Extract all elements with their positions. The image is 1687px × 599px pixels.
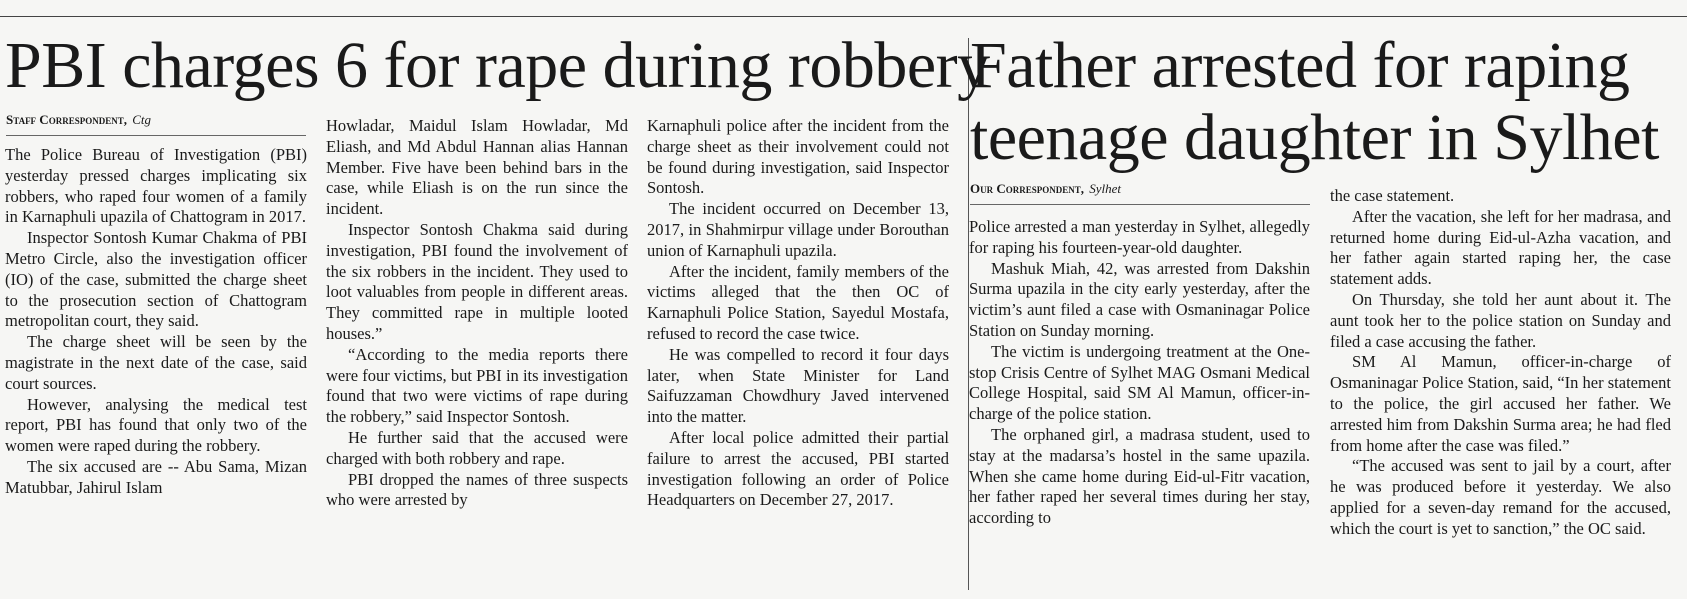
paragraph: The six accused are -- Abu Sama, Mizan Matubbar, Jahirul Islam: [5, 456, 307, 497]
paragraph: On Thursday, she told her aunt about it. The aunt took her to the police station on Sunday and filed a case accusing the father.: [1330, 289, 1671, 351]
paragraph: SM Al Mamun, officer-in-charge of Osmaninagar Police Station, said, “In her statement to the police, the girl accused her father. We arrested him from Dakshin Surma area; he had fled from home after the case was filed.”: [1330, 352, 1671, 455]
right-byline: [970, 181, 1121, 197]
left-byline-name: Staff Correspondent,: [6, 112, 127, 127]
paragraph: The Police Bureau of Investigation (PBI) yesterday pressed charges implicating six robbers, who raped four women of a family in Karnaphuli upazila of Chattogram in 2017.: [5, 145, 307, 227]
paragraph: After the incident, family members of the victims alleged that the then OC of Karnaphuli Police Station, Sayedul Mostafa, refused to record the case twice.: [647, 261, 949, 343]
paragraph: The orphaned girl, a madrasa student, used to stay at the madarsa’s hostel in the same upazila. When she came home during Eid-ul-Fitr vacation, her father raped her several times during her stay, according to: [969, 424, 1310, 528]
left-byline: [6, 112, 151, 128]
left-column-3: [647, 116, 949, 511]
right-headline: Father arrested for raping teenage daughter in Sylhet: [970, 29, 1659, 174]
paragraph: Howladar, Maidul Islam Howladar, Md Eliash, and Md Abdul Hannan alias Hannan Member. Five have been behind bars in the case, while Eliash is on the run since the incident.: [326, 116, 628, 219]
top-rule: [0, 16, 1687, 17]
paragraph: The incident occurred on December 13, 2017, in Shahmirpur village under Borouthan union of Karnaphuli upazila.: [647, 199, 949, 260]
left-column-2: [326, 116, 628, 511]
left-byline-rule: [6, 135, 306, 136]
paragraph: Inspector Sontosh Chakma said during investigation, PBI found the involvement of the six robbers in the incident. They used to loot valuables from people in different areas. They committed rape in multiple looted houses.”: [326, 219, 628, 343]
paragraph: After the vacation, she left for her madrasa, and returned home during Eid-ul-Azha vacation, and her father again started raping her, the case statement adds.: [1330, 206, 1671, 289]
left-column-1: [5, 145, 307, 499]
paragraph: “The accused was sent to jail by a court, after he was produced before it yesterday. We also applied for a seven-day remand for the accused, which the court is yet to sanction,” the OC said.: [1330, 456, 1671, 538]
paragraph: After local police admitted their partial failure to arrest the accused, PBI started investigation following an order of Police Headquarters on December 27, 2017.: [647, 427, 949, 510]
paragraph: He was compelled to record it four days later, when State Minister for Land Saifuzzaman Chowdhury Javed intervened into the matter.: [647, 344, 949, 427]
paragraph: Mashuk Miah, 42, was arrested from Dakshin Surma upazila in the city early yesterday, after the victim’s aunt filed a case with Osmaninagar Police Station on Sunday morning.: [969, 258, 1310, 340]
right-byline-name: Our Correspondent,: [970, 181, 1085, 196]
right-byline-place: Sylhet: [1089, 181, 1122, 196]
paragraph: The victim is undergoing treatment at the One-stop Crisis Centre of Sylhet MAG Osmani Medical College Hospital, said SM Al Mamun, officer-in-charge of the police station.: [969, 341, 1310, 424]
right-column-1: [969, 217, 1310, 529]
left-byline-place: Ctg: [132, 112, 152, 127]
paragraph: PBI dropped the names of three suspects who were arrested by: [326, 469, 628, 510]
paragraph: He further said that the accused were charged with both robbery and rape.: [326, 427, 628, 468]
paragraph: “According to the media reports there were four victims, but PBI in its investigation found that two were victims of rape during the robbery,” said Inspector Sontosh.: [326, 344, 628, 427]
paragraph: Karnaphuli police after the incident from the charge sheet as their involvement could not be found during investigation, said Inspector Sontosh.: [647, 116, 949, 198]
paragraph: Inspector Sontosh Kumar Chakma of PBI Metro Circle, also the investigation officer (IO) of the case, submitted the charge sheet to the prosecution section of Chattogram metropolitan court, they said.: [5, 228, 307, 331]
paragraph: The charge sheet will be seen by the magistrate in the next date of the case, said court sources.: [5, 332, 307, 393]
right-byline-rule: [970, 204, 1310, 205]
left-headline: PBI charges 6 for rape during robbery: [5, 29, 990, 102]
paragraph: However, analysing the medical test report, PBI has found that only two of the women were raped during the robbery.: [5, 394, 307, 456]
right-column-2: [1330, 186, 1671, 540]
paragraph: the case statement.: [1330, 186, 1455, 205]
paragraph: Police arrested a man yesterday in Sylhet, allegedly for raping his fourteen-year-old daughter.: [969, 217, 1310, 257]
